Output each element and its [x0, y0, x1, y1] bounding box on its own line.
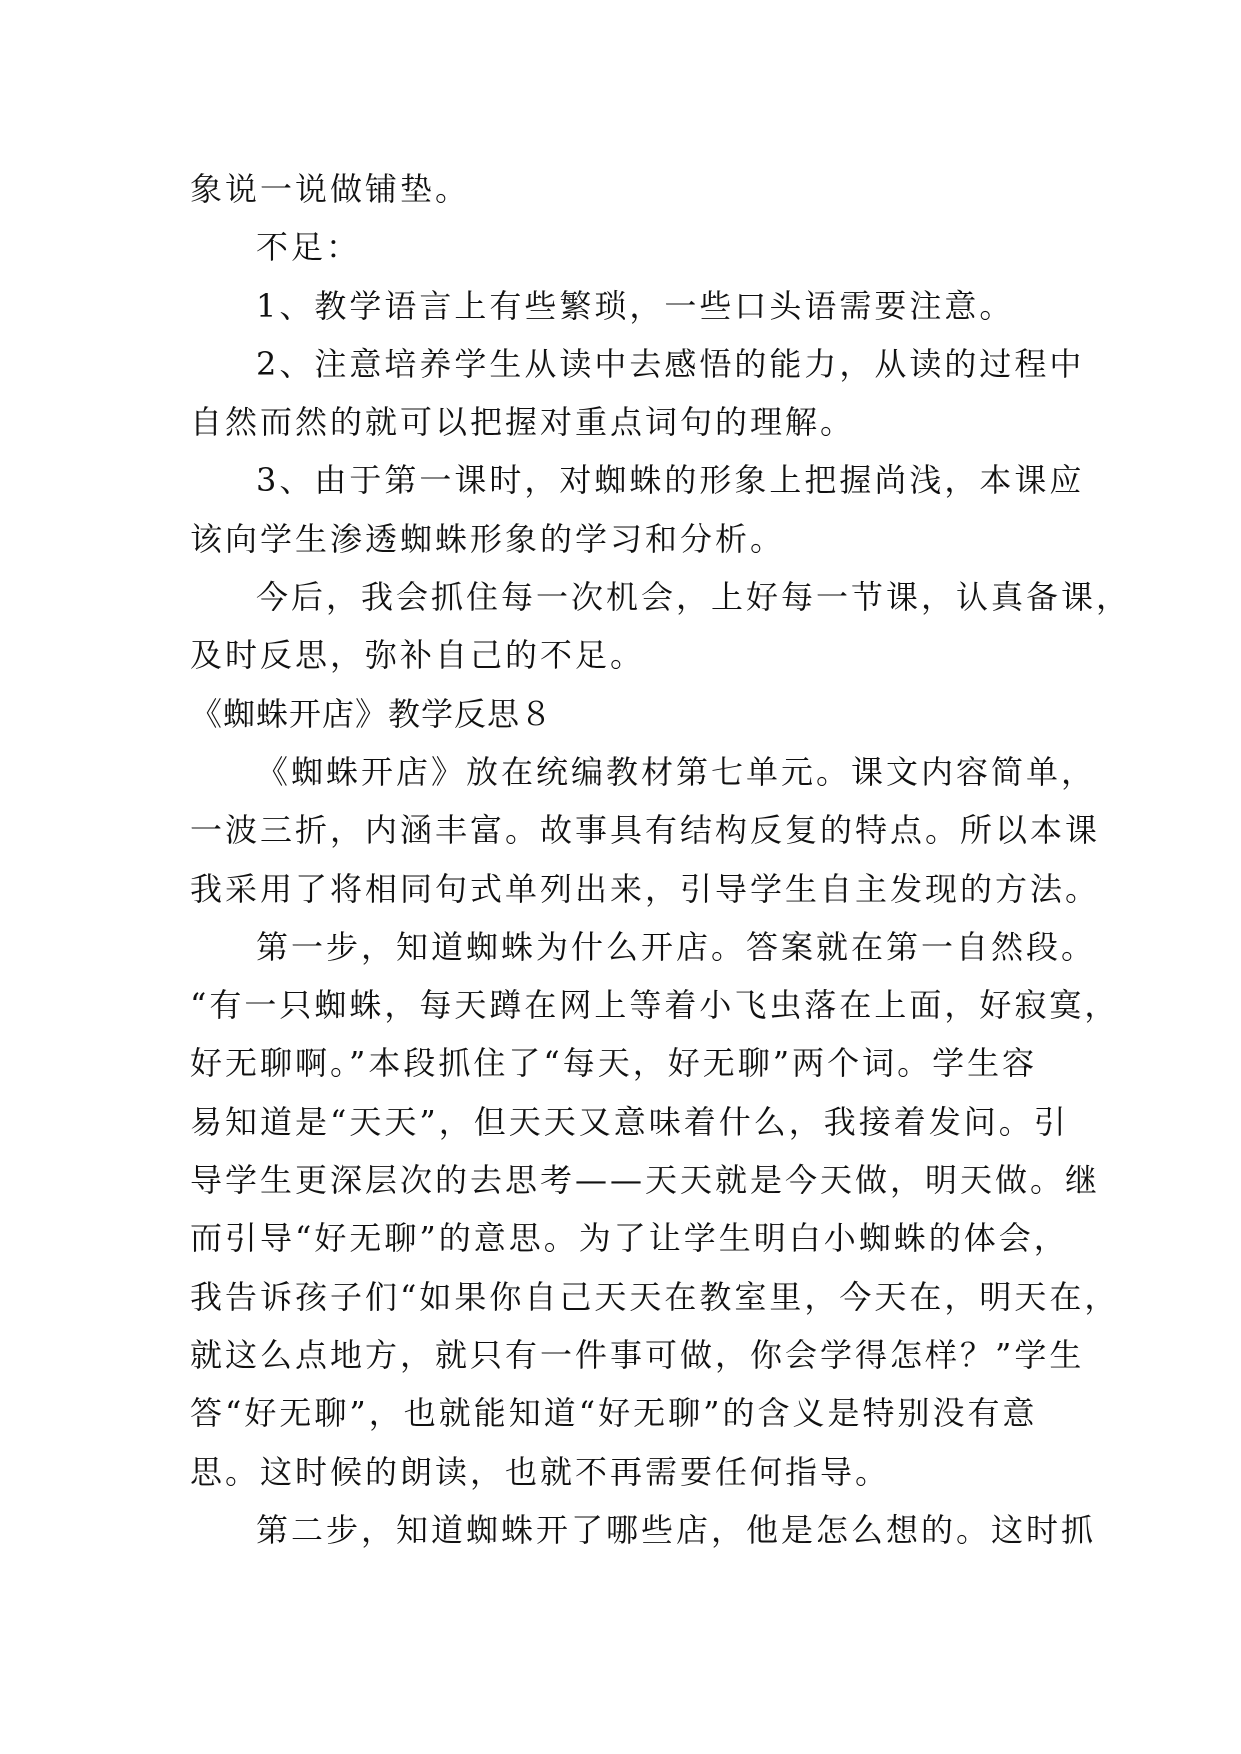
text-line: 思。这时候的朗读，也就不再需要任何指导。: [190, 1452, 891, 1491]
text-line: 自然而然的就可以把握对重点词句的理解。: [190, 403, 856, 442]
text-line: 不足：: [256, 228, 362, 267]
text-line: 该向学生渗透蜘蛛形象的学习和分析。: [190, 519, 786, 558]
text-line: 而引导“好无聊”的意思。为了让学生明白小蜘蛛的体会，: [190, 1219, 1069, 1258]
text-line: 导学生更深层次的去思考——天天就是今天做，明天做。继: [190, 1161, 1101, 1200]
text-line: “有一只蜘蛛，每天蹲在网上等着小飞虫落在上面，好寂寞，: [190, 986, 1120, 1025]
text-line: 象说一说做铺垫。: [190, 170, 471, 208]
section-heading: 《蜘蛛开店》教学反思８: [190, 694, 554, 733]
text-line: 及时反思，弥补自己的不足。: [190, 636, 646, 675]
text-line: 第二步，知道蜘蛛开了哪些店，他是怎么想的。这时抓: [256, 1510, 1097, 1549]
text-line: 我采用了将相同句式单列出来，引导学生自主发现的方法。: [190, 869, 1101, 908]
body-text: [190, 160, 1132, 1559]
text-line: 一波三折，内涵丰富。故事具有结构反复的特点。所以本课: [190, 811, 1101, 850]
text-line: 就这么点地方，就只有一件事可做，你会学得怎样？”学生: [190, 1335, 1085, 1374]
text-line: 今后，我会抓住每一次机会，上好每一节课，认真备课，: [256, 578, 1132, 617]
text-line: 2、注意培养学生从读中去感悟的能力，从读的过程中: [256, 344, 1085, 383]
text-line: 好无聊啊。”本段抓住了“每天，好无聊”两个词。学生容: [190, 1044, 1038, 1083]
text-line: 1、教学语言上有些繁琐，一些口头语需要注意。: [256, 286, 1015, 325]
text-line: 我告诉孩子们“如果你自己天天在教室里，今天在，明天在，: [190, 1277, 1120, 1316]
text-line: 3、由于第一课时，对蜘蛛的形象上把握尚浅，本课应: [256, 461, 1085, 500]
text-line: 第一步，知道蜘蛛为什么开店。答案就在第一自然段。: [256, 927, 1097, 966]
text-line: 《蜘蛛开店》放在统编教材第七单元。课文内容简单，: [256, 752, 1097, 791]
text-line: 答“好无聊”，也就能知道“好无聊”的含义是特别没有意: [190, 1394, 1038, 1433]
text-line: 易知道是“天天”，但天天又意味着什么，我接着发问。引: [190, 1102, 1069, 1141]
